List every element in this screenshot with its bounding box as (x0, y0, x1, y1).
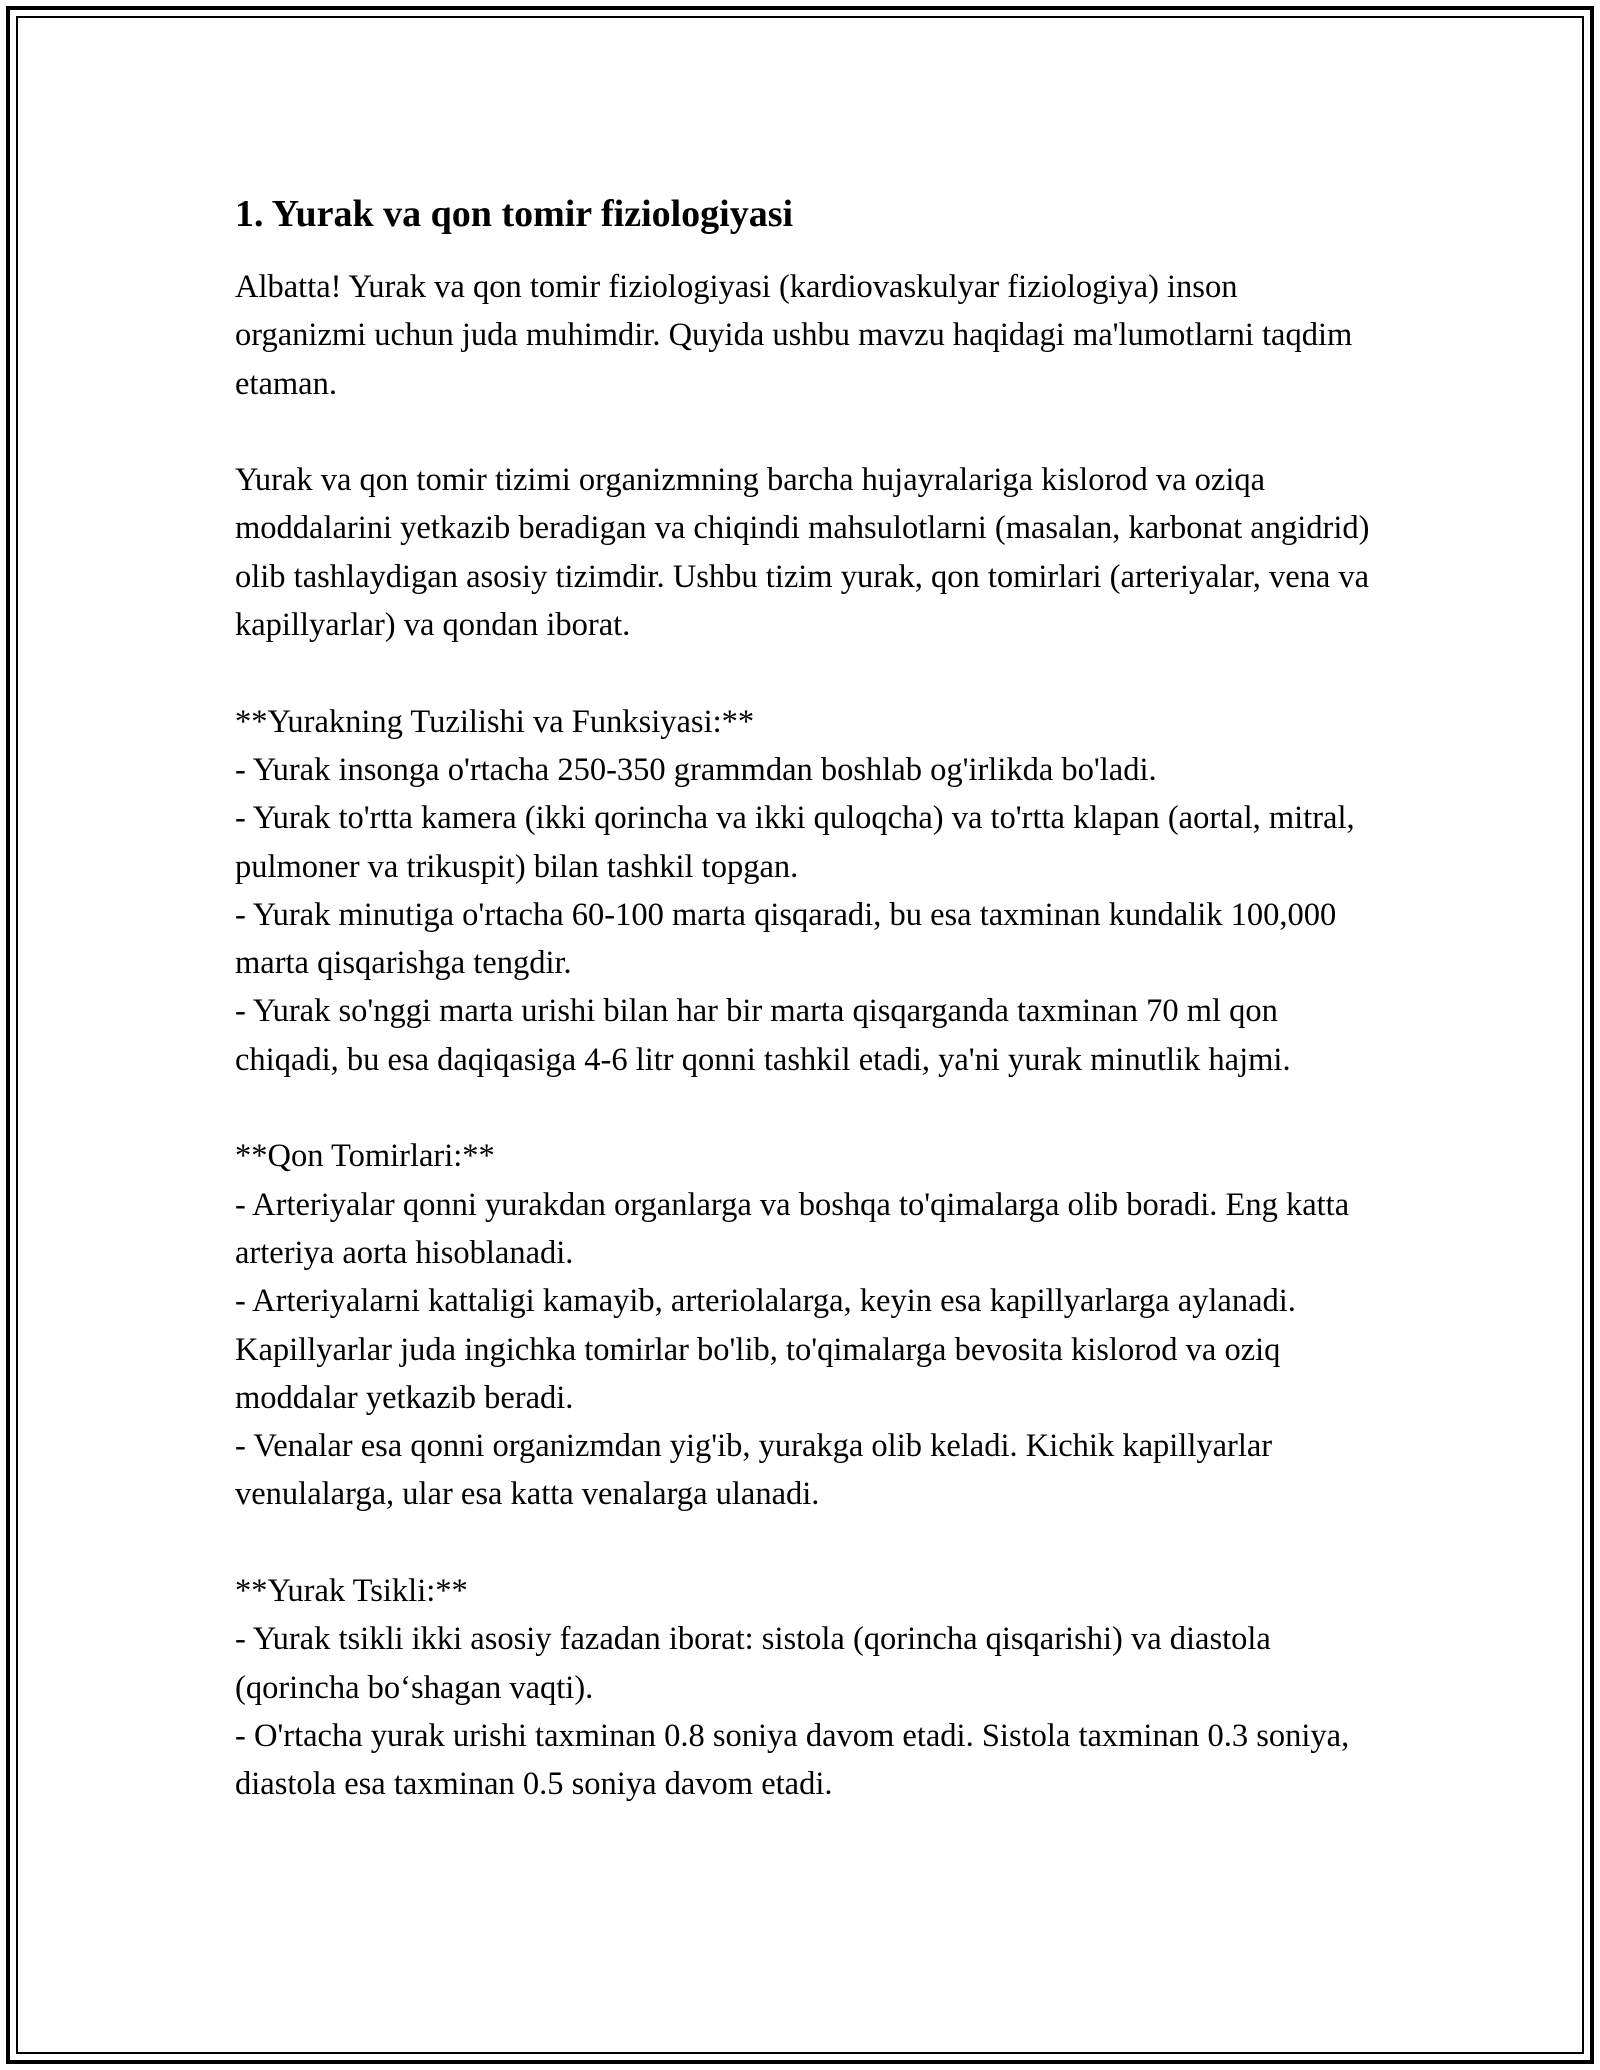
list-item: - Arteriyalarni kattaligi kamayib, arteriolalarga, keyin esa kapillyarlarga aylanadi. Kapillyarlar juda ingichka tomirlar bo'lib, to'qimalarga bevosita kislorod va oziq moddalar yetkazib beradi. (235, 1283, 1296, 1416)
overview-paragraph: Yurak va qon tomir tizimi organizmning barcha hujayralariga kislorod va oziqa moddalarini yetkazib beradigan va chiqindi mahsulotlarni (masalan, karbonat angidrid) olib tashlaydigan asosiy tizimdir. Ushbu tizim yurak, qon tomirlari (arteriyalar, vena va kapillyarlar) va qondan iborat. (235, 462, 1370, 644)
paragraph-spacer (235, 1519, 1375, 1567)
section-heading: **Yurakning Tuzilishi va Funksiyasi:** (235, 703, 755, 740)
section-vessels (235, 1132, 1375, 1518)
intro-paragraph: Albatta! Yurak va qon tomir fiziologiyasi (kardiovaskulyar fiziologiya) inson organizmi uchun juda muhimdir. Quyida ushbu mavzu haqidagi ma'lumotlarni taqdim etaman. (235, 269, 1353, 402)
list-item: - Yurak to'rtta kamera (ikki qorincha va ikki quloqcha) va to'rtta klapan (aortal, mitral, pulmoner va trikuspit) bilan tashkil topgan. (235, 800, 1355, 885)
list-item: - Yurak so'nggi marta urishi bilan har bir marta qisqarganda taxminan 70 ml qon chiqadi, bu esa daqiqasiga 4-6 litr qonni tashkil etadi, ya'ni yurak minutlik hajmi. (235, 993, 1291, 1078)
list-item: - Yurak minutiga o'rtacha 60-100 marta qisqaradi, bu esa taxminan kundalik 100,000 marta qisqarishga tengdir. (235, 896, 1337, 982)
list-item: - Arteriyalar qonni yurakdan organlarga va boshqa to'qimalarga olib boradi. Eng katta arteriya aorta hisoblanadi. (235, 1186, 1350, 1271)
section-cardiac-cycle (235, 1567, 1375, 1808)
list-item: - Yurak tsikli ikki asosiy fazadan iborat: sistola (qorincha qisqarishi) va diastola (qorincha bo‘shagan vaqti). (235, 1621, 1271, 1706)
list-item: - Yurak insonga o'rtacha 250-350 grammdan boshlab og'irlikda bo'ladi. (235, 751, 1157, 788)
document-title: 1. Yurak va qon tomir fiziologiyasi (235, 193, 794, 235)
section-heading: **Qon Tomirlari:** (235, 1138, 495, 1175)
section-heading: **Yurak Tsikli:** (235, 1573, 468, 1610)
list-item: - Venalar esa qonni organizmdan yig'ib, yurakga olib keladi. Kichik kapillyarlar venulalarga, ular esa katta venalarga ulanadi. (235, 1428, 1273, 1513)
document-body (235, 185, 1375, 1809)
list-item: - O'rtacha yurak urishi taxminan 0.8 soniya davom etadi. Sistola taxminan 0.3 soniya, diastola esa taxminan 0.5 soniya davom etadi. (235, 1717, 1350, 1803)
paragraph-spacer (235, 1084, 1375, 1132)
section-structure (235, 698, 1375, 1084)
paragraph-spacer (235, 649, 1375, 697)
paragraph-spacer (235, 408, 1375, 456)
